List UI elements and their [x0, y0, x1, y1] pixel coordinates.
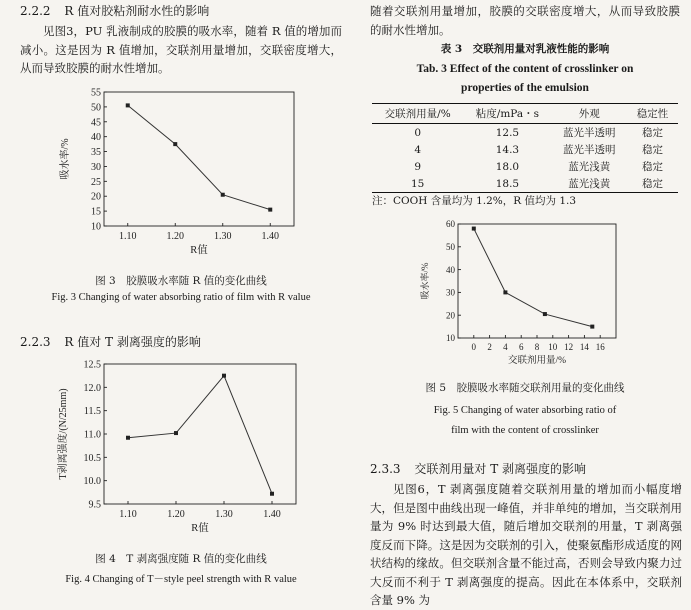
- y-tick-label: 60: [446, 219, 455, 230]
- y-tick-label: 10.0: [83, 476, 101, 488]
- y-tick-label: 20: [446, 310, 455, 321]
- y-tick-label: 55: [91, 87, 101, 99]
- x-tick-label: 1.20: [166, 231, 184, 242]
- table-row: [372, 175, 678, 193]
- table-cell: 蓝光浅黄: [568, 161, 611, 173]
- x-axis-label: R值: [190, 245, 208, 256]
- y-tick-label: 15: [91, 206, 101, 218]
- y-tick-label: 10: [91, 221, 101, 233]
- section-title: 交联剂用量对 T 剥离强度的影响: [414, 462, 587, 476]
- table-cell: 14.3: [495, 143, 520, 156]
- table-cell: 15: [372, 175, 463, 193]
- y-tick-label: 9.5: [88, 499, 101, 511]
- table-header-cell: 粘度/mPa・s: [463, 104, 551, 124]
- x-tick-label: 1.20: [167, 509, 185, 520]
- fig3-caption-en: Fig. 3 Changing of water absorbing ratio of film with R value: [51, 292, 311, 303]
- fig4-caption-cn: 图 4 T 剥离强度随 R 值的变化曲线: [95, 553, 267, 565]
- section-title: R 值对 T 剥离强度的影响: [64, 335, 201, 349]
- data-point: [173, 142, 177, 146]
- x-tick-label: 0: [471, 342, 477, 352]
- table-header-row: [372, 104, 678, 124]
- plot-frame: [104, 92, 294, 226]
- data-point: [126, 436, 130, 440]
- section-number: 2.3.3: [370, 462, 401, 476]
- fig5-caption-en-line2: film with the content of crosslinker: [451, 425, 599, 436]
- section-title: R 值对胶粘剂耐水性的影响: [64, 4, 210, 18]
- data-point: [270, 492, 274, 496]
- x-axis-label: R值: [191, 523, 209, 534]
- table3-caption-en-line2: properties of the emulsion: [461, 82, 589, 94]
- x-tick-label: 10: [548, 342, 558, 352]
- y-tick-label: 25: [91, 176, 101, 188]
- x-tick-label: 6: [518, 342, 524, 352]
- table-cell: 稳定: [642, 144, 663, 156]
- data-point: [268, 208, 272, 212]
- y-tick-label: 40: [446, 264, 455, 275]
- series-line: [474, 229, 593, 327]
- x-tick-label: 8: [534, 342, 540, 352]
- plot-frame: [458, 224, 616, 338]
- x-tick-label: 1.40: [261, 231, 279, 242]
- x-tick-label: 1.10: [119, 509, 137, 520]
- data-point: [126, 103, 130, 107]
- x-tick-label: 1.30: [214, 231, 232, 242]
- x-tick-label: 12: [564, 342, 574, 352]
- table-cell: 18.0: [495, 160, 520, 173]
- section-number: 2.2.2: [20, 4, 51, 18]
- fig5-caption-en: [370, 401, 680, 441]
- y-tick-label: 30: [446, 287, 455, 298]
- data-point: [221, 193, 225, 197]
- series-line: [128, 105, 271, 209]
- data-point: [590, 325, 594, 329]
- x-tick-label: 1.30: [215, 509, 233, 520]
- table-row: [372, 124, 678, 142]
- data-point: [543, 312, 547, 316]
- data-point: [174, 431, 178, 435]
- table-cell: 18.5: [463, 175, 551, 193]
- y-tick-label: 50: [446, 241, 455, 252]
- x-axis-label: 交联剂用量/%: [507, 356, 567, 366]
- y-tick-label: 10.5: [83, 452, 101, 464]
- fig3-plot: [58, 88, 294, 257]
- table-header-cell: 交联剂用量/%: [372, 104, 463, 124]
- table3-note: 注：COOH 含量均为 1.2%，R 值均为 1.3: [372, 195, 577, 207]
- table3-caption-en-line1: Tab. 3 Effect of the content of crosslinker on: [416, 63, 634, 75]
- y-axis-label: T剥离强度/(N/25mm): [58, 388, 69, 480]
- y-tick-label: 50: [91, 102, 101, 114]
- table3: [372, 103, 678, 193]
- x-tick-label: 1.10: [119, 231, 137, 242]
- table-header-cell: 外观: [551, 104, 627, 124]
- table3-caption-cn: 表 3 交联剂用量对乳液性能的影响: [440, 43, 610, 55]
- fig5-caption-en-line1: Fig. 5 Changing of water absorbing ratio of: [433, 405, 617, 416]
- table-cell: 蓝光半透明: [563, 144, 616, 156]
- table3-caption-en: [370, 60, 680, 98]
- fig4-chart: [58, 358, 302, 540]
- y-axis-label: 吸水率/%: [420, 262, 430, 300]
- y-tick-label: 35: [91, 147, 101, 159]
- section-heading-2-2-3: [20, 333, 201, 350]
- x-tick-label: 4: [503, 342, 508, 352]
- x-tick-label: 16: [595, 342, 605, 352]
- table-cell: 9: [414, 160, 422, 173]
- table-cell: 0: [414, 126, 422, 139]
- data-point: [472, 227, 476, 231]
- table-cell: 稳定: [642, 161, 663, 173]
- x-tick-label: 14: [579, 342, 589, 352]
- table-cell: 稳定: [642, 127, 663, 139]
- y-tick-label: 45: [91, 117, 101, 129]
- fig5-caption-cn: 图 5 胶膜吸水率随交联剂用量的变化曲线: [425, 382, 625, 394]
- table-header-cell: 稳定性: [627, 104, 678, 124]
- table-row: [372, 141, 678, 158]
- fig3-caption-cn: 图 3 胶膜吸水率随 R 值的变化曲线: [95, 275, 267, 287]
- table-cell: 12.5: [495, 126, 520, 139]
- y-axis-label: 吸水率/%: [60, 138, 71, 180]
- fig5-plot: [419, 219, 616, 366]
- table-cell: 4: [414, 143, 422, 156]
- table-cell: 稳定: [627, 175, 678, 193]
- table-row: [372, 158, 678, 175]
- section-number: 2.2.3: [20, 335, 51, 349]
- y-tick-label: 11.5: [83, 406, 101, 418]
- fig4-plot: [56, 360, 296, 535]
- y-tick-label: 10: [446, 333, 455, 344]
- y-tick-label: 40: [91, 132, 101, 144]
- paragraph-fig3-discussion: 见图3，PU 乳液制成的胶膜的吸水率，随着 R 值的增加而减小。这是因为 R 值增加，交联剂用量增加，交联密度增大，从而导致胶膜的耐水性增加。: [20, 24, 342, 75]
- section-heading-2-2-2: [20, 2, 209, 19]
- fig5-chart: [420, 218, 620, 364]
- fig3-chart: [60, 86, 300, 262]
- y-tick-label: 12.0: [83, 382, 101, 394]
- y-tick-label: 20: [91, 191, 101, 203]
- y-tick-label: 11.0: [83, 429, 101, 441]
- series-line: [128, 376, 272, 494]
- section-heading-2-3-3: [370, 460, 586, 477]
- y-tick-label: 30: [91, 161, 101, 173]
- data-point: [222, 374, 226, 378]
- x-tick-label: 2: [487, 342, 492, 352]
- table-cell: 蓝光浅黄: [551, 175, 627, 193]
- paragraph-fig6-discussion: 见图6，T 剥离强度随着交联剂用量的增加而小幅度增大，但是图中曲线出现一峰值，并非单纯的增加，当交联剂用量为 9% 时达到最大值，随后增加交联剂的用量，T 剥离强度反而下降。这是因为交联剂的引入，使聚氨酯形成适度的网状结构的缘故。但交联剂含量不能过高，否则会导致内聚力过大反而不利于 T 剥离强度的提高。因此在本体系中，交联剂含量 9% 为: [370, 482, 682, 607]
- x-tick-label: 1.40: [263, 509, 281, 520]
- fig4-caption-en: Fig. 4 Changing of T－style peel strength with R value: [65, 574, 297, 585]
- data-point: [503, 290, 507, 294]
- table-cell: 蓝光半透明: [563, 127, 616, 139]
- paragraph-continued: 随着交联剂用量增加，胶膜的交联密度增大，从而导致胶膜的耐水性增加。: [370, 4, 680, 37]
- y-tick-label: 12.5: [83, 359, 101, 371]
